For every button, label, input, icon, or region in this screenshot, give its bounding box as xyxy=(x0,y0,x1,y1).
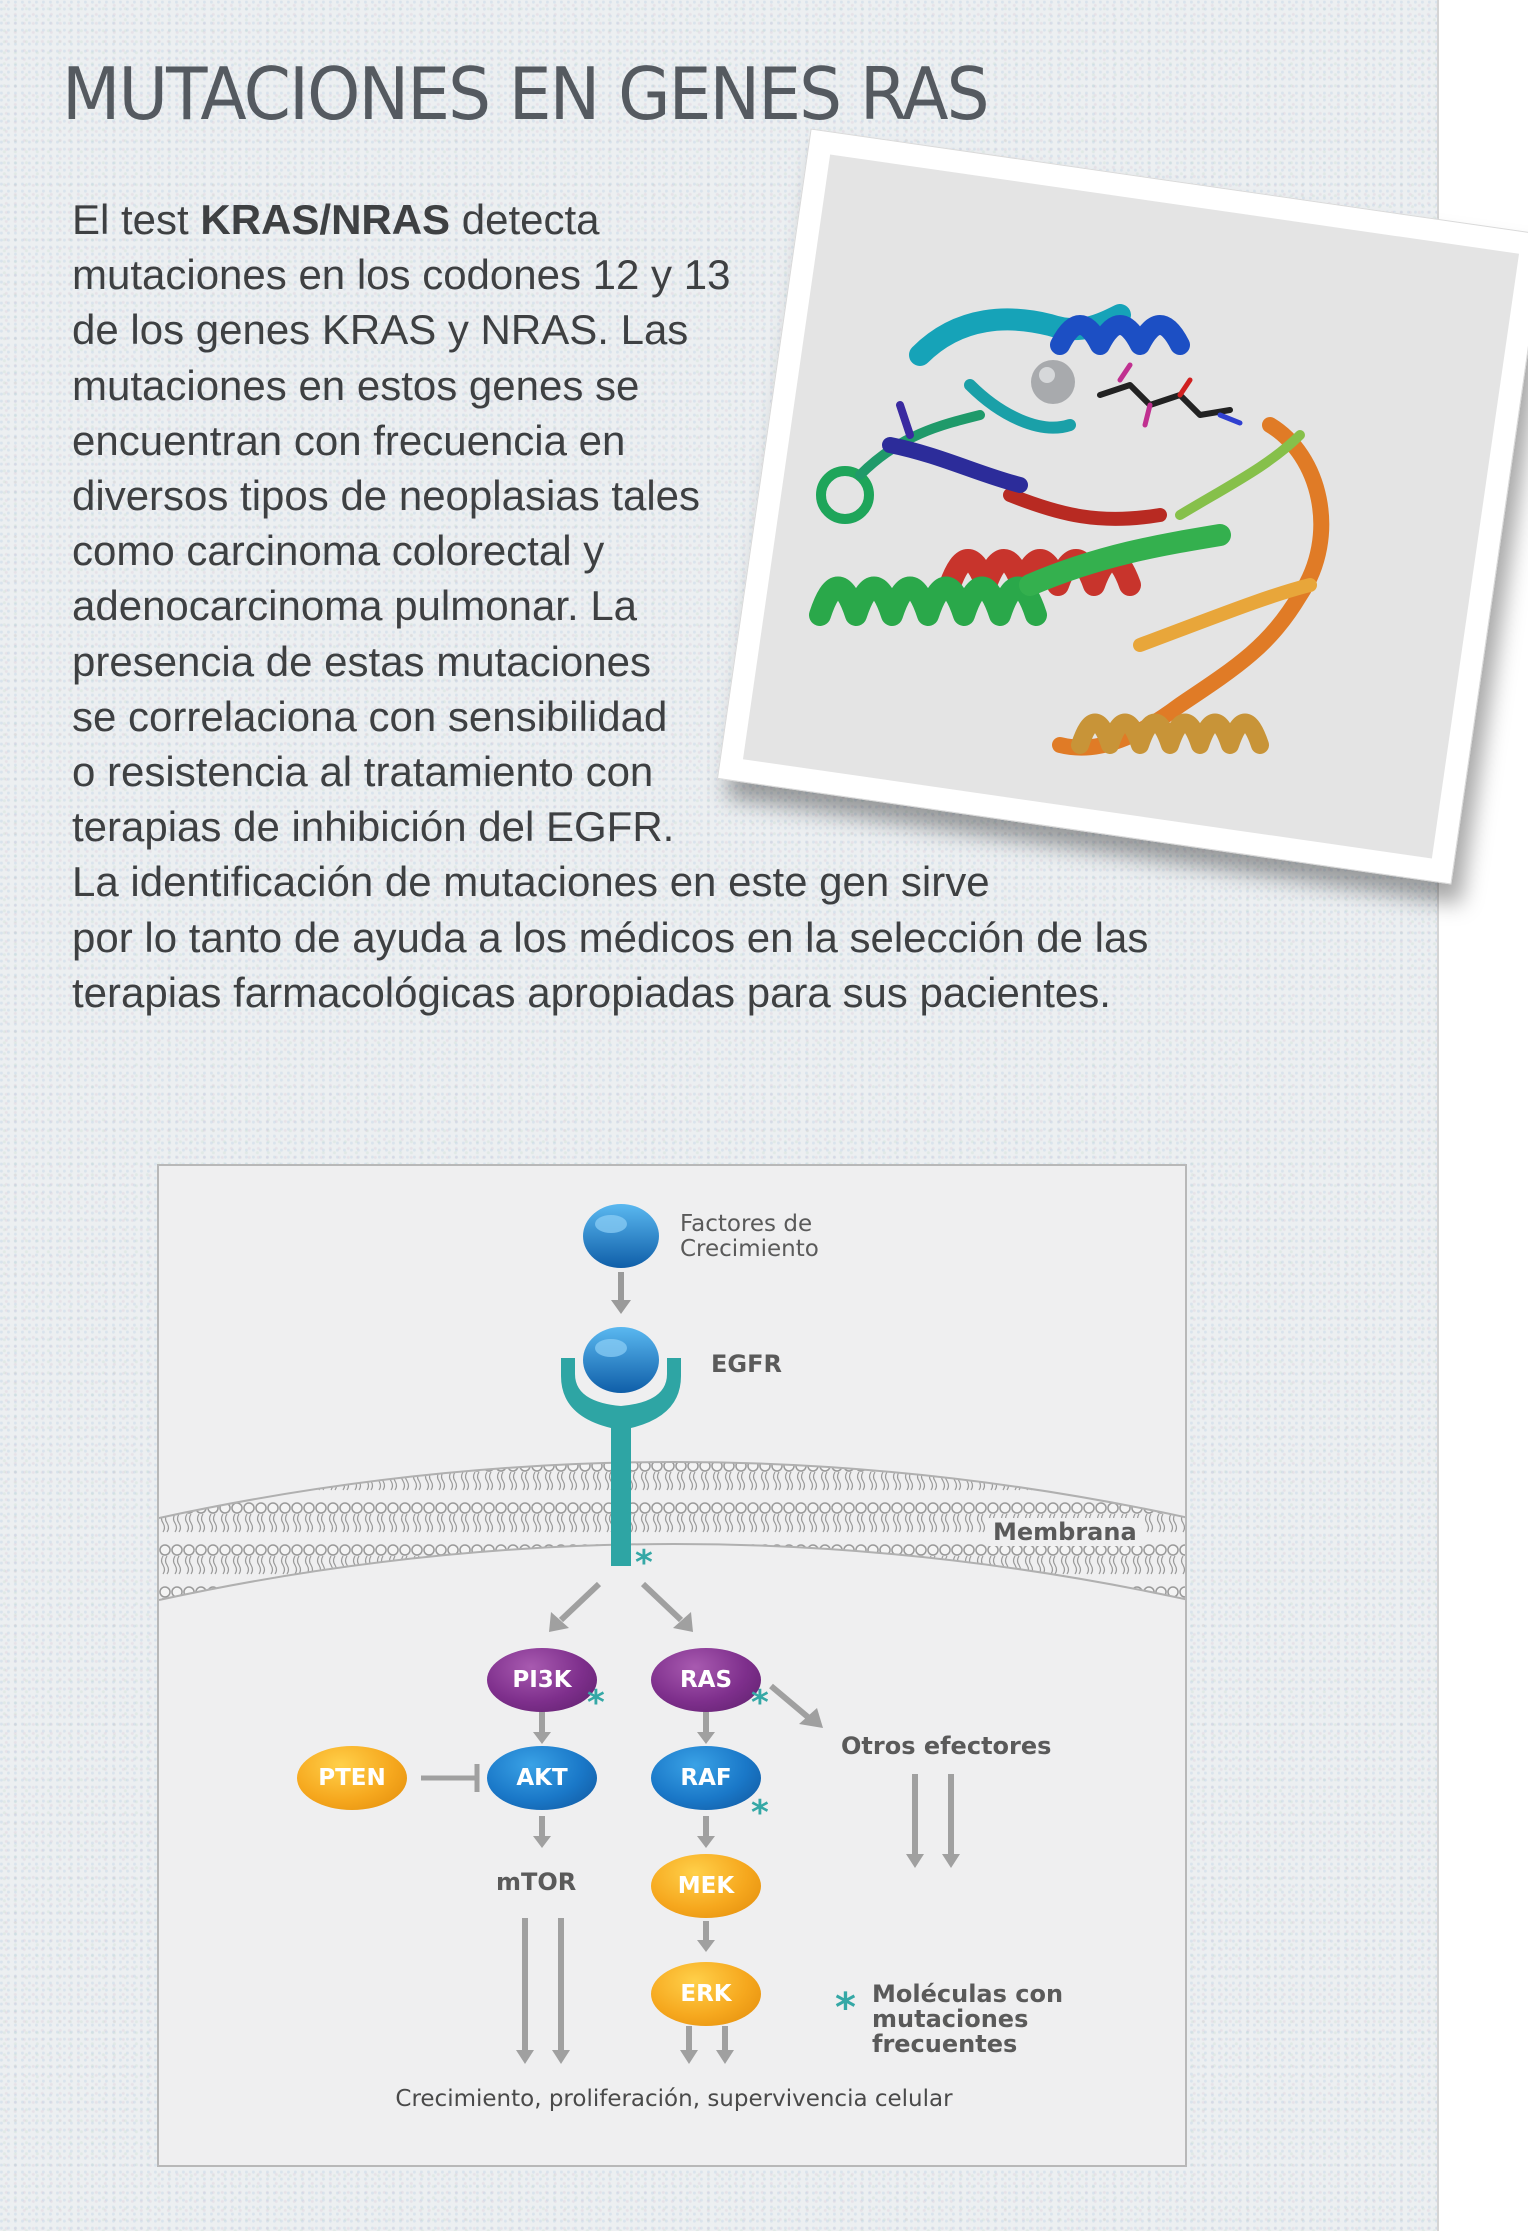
intro-line: se correlaciona con sensibilidad xyxy=(72,692,668,740)
intro-line-1: El test KRAS/NRAS detecta xyxy=(72,196,600,243)
growth-factors-label: Factores de Crecimiento xyxy=(680,1211,819,1262)
intro-line: mutaciones en estos genes se xyxy=(72,361,640,409)
intro-line: mutaciones en los codones 12 y 13 xyxy=(72,251,731,299)
kras-nras-bold: KRAS/NRAS xyxy=(200,196,451,243)
membrane-label: Membrana xyxy=(989,1518,1141,1546)
raf-node: RAF xyxy=(651,1746,761,1810)
raf-mutation-star: * xyxy=(751,1793,769,1833)
intro-line: terapias de inhibición del EGFR. xyxy=(72,803,675,851)
intro-line: de los genes KRAS y NRAS. Las xyxy=(72,306,689,354)
growth-factor-ball xyxy=(583,1204,659,1268)
intro-line: por lo tanto de ayuda a los médicos en la selección de las xyxy=(72,913,1149,961)
ras-protein-structure-image xyxy=(800,285,1400,805)
outcome-label: Crecimiento, proliferación, supervivencia celular xyxy=(395,2086,953,2112)
legend-star: * xyxy=(835,1985,856,2031)
other-effectors-label: Otros efectores xyxy=(841,1732,1052,1760)
intro-line: presencia de estas mutaciones xyxy=(72,637,651,685)
intro-line: adenocarcinoma pulmonar. La xyxy=(72,582,638,630)
legend-text: Moléculas con mutaciones frecuentes xyxy=(872,1980,1064,2058)
ras-mutation-star: * xyxy=(751,1683,769,1723)
egfr-pathway-diagram xyxy=(157,1164,1187,2167)
intro-line: encuentran con frecuencia en xyxy=(72,416,626,464)
ras-node: RAS xyxy=(651,1648,761,1712)
egfr-label: EGFR xyxy=(711,1350,782,1378)
mek-node: MEK xyxy=(651,1854,761,1918)
intro-line: La identificación de mutaciones en este gen sirve xyxy=(72,858,990,906)
erk-node: ERK xyxy=(651,1962,761,2026)
pi3k-mutation-star: * xyxy=(587,1683,605,1723)
pten-node: PTEN xyxy=(297,1746,407,1810)
egfr-mutation-star: * xyxy=(635,1543,653,1583)
intro-line: o resistencia al tratamiento con xyxy=(72,748,654,796)
intro-line: diversos tipos de neoplasias tales xyxy=(72,472,701,520)
mtor-label: mTOR xyxy=(496,1868,577,1896)
intro-line: terapias farmacológicas apropiadas para sus pacientes. xyxy=(72,968,1111,1016)
akt-node: AKT xyxy=(487,1746,597,1810)
egfr-ligand-ball xyxy=(583,1327,659,1393)
intro-line: como carcinoma colorectal y xyxy=(72,527,605,575)
pi3k-node: PI3K xyxy=(487,1648,597,1712)
page-title: MUTACIONES EN GENES RAS xyxy=(62,52,988,136)
